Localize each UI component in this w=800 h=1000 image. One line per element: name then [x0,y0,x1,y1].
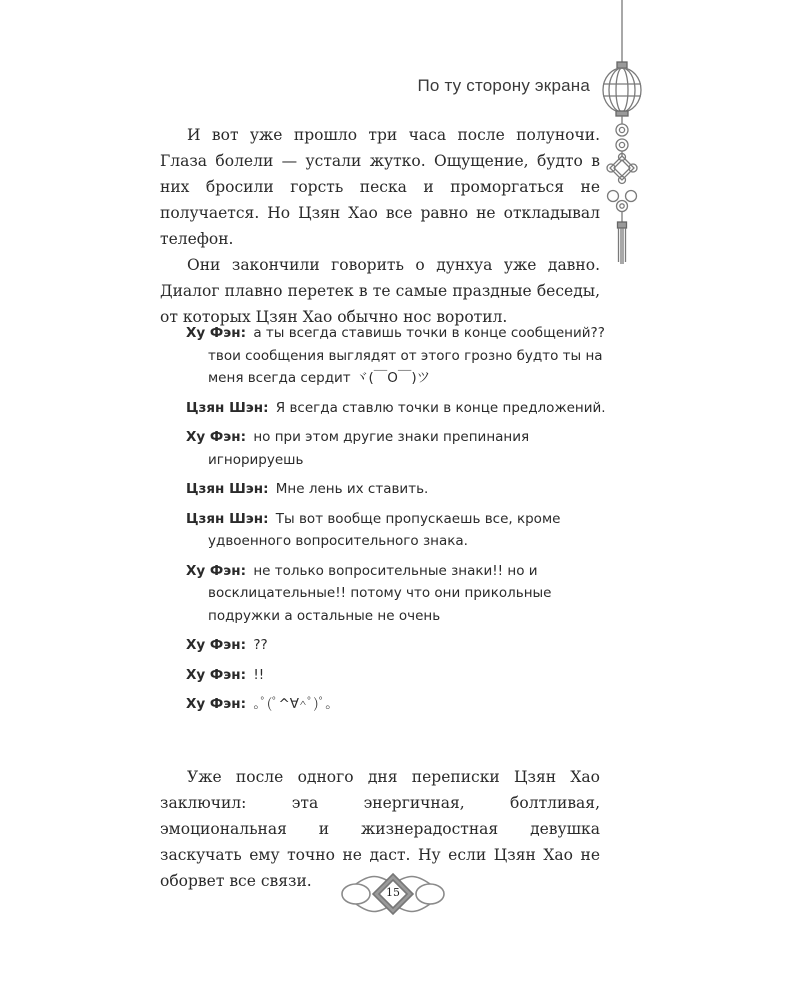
chat-speaker: Цзян Шэн: [186,510,269,527]
chat-speaker: Ху Фэн: [186,429,247,445]
chat-speaker: Ху Фэн: [186,562,247,579]
chat-speaker: Ху Фэн: [186,696,247,712]
paragraph: Уже после одного дня переписки Цзян Хао заключил: эта энергичная, болтливая, эмоциональная и жизнерадостная девушка заскучать ему точно не даст. Ну если Цзян Хао не оборвет все связи. [160,768,600,890]
paragraph: И вот уже прошло три часа после полуночи. Глаза болели — устали жутко. Ощущение, будто в них бросили горсть песка и проморгаться не получается. Но Цзян Хао все равно не откладывал телефон. [160,126,600,248]
chat-speaker: Цзян Шэн: [186,399,269,416]
chat-text: !! [253,666,265,683]
chat-message [186,426,606,471]
chat-message [186,664,606,687]
chat-speaker: Ху Фэн: [186,637,247,653]
chat-message [186,560,606,628]
hanging-lantern-icon [600,0,644,270]
chat-message [186,397,606,420]
chat-speaker: Ху Фэн: [186,666,247,683]
chat-text: Я всегда ставлю точки в конце предложений. [275,399,606,416]
chat-message [186,634,606,657]
chat-text: Ты вот вообще пропускаешь все, кроме удвоенного вопросительного знака. [208,510,561,549]
chat-text: не только вопросительные знаки!! но и восклицательные!! потому что они прикольные подружки а остальные не очень [208,562,552,624]
chat-text: но при этом другие знаки препинания игнорируешь [208,429,530,468]
chat-text: ｡ﾟ(ﾟ^∀^ﾟ)ﾟ｡ [253,696,333,712]
chat-message [186,508,606,553]
chat-transcript [186,322,606,723]
paragraph: Они закончили говорить о дунхуа уже давно. Диалог плавно перетек в те самые праздные беседы, от которых Цзян Хао обычно нос воротил. [160,256,600,326]
chat-message [186,693,606,716]
page-number: 15 [386,886,400,899]
chat-message [186,478,606,501]
chat-speaker: Ху Фэн: [186,325,247,341]
chat-message [186,322,606,390]
running-title: По ту сторону экрана [417,76,590,95]
prose-top [160,122,600,330]
chat-text: ?? [253,637,268,653]
chat-text: а ты всегда ставишь точки в конце сообщений?? твои сообщения выглядят от этого грозно будто ты на меня всегда сердит ヾ(￣O￣)ツ [208,325,605,386]
chat-text: Мне лень их ставить. [275,481,429,497]
chat-speaker: Цзян Шэн: [186,481,269,497]
